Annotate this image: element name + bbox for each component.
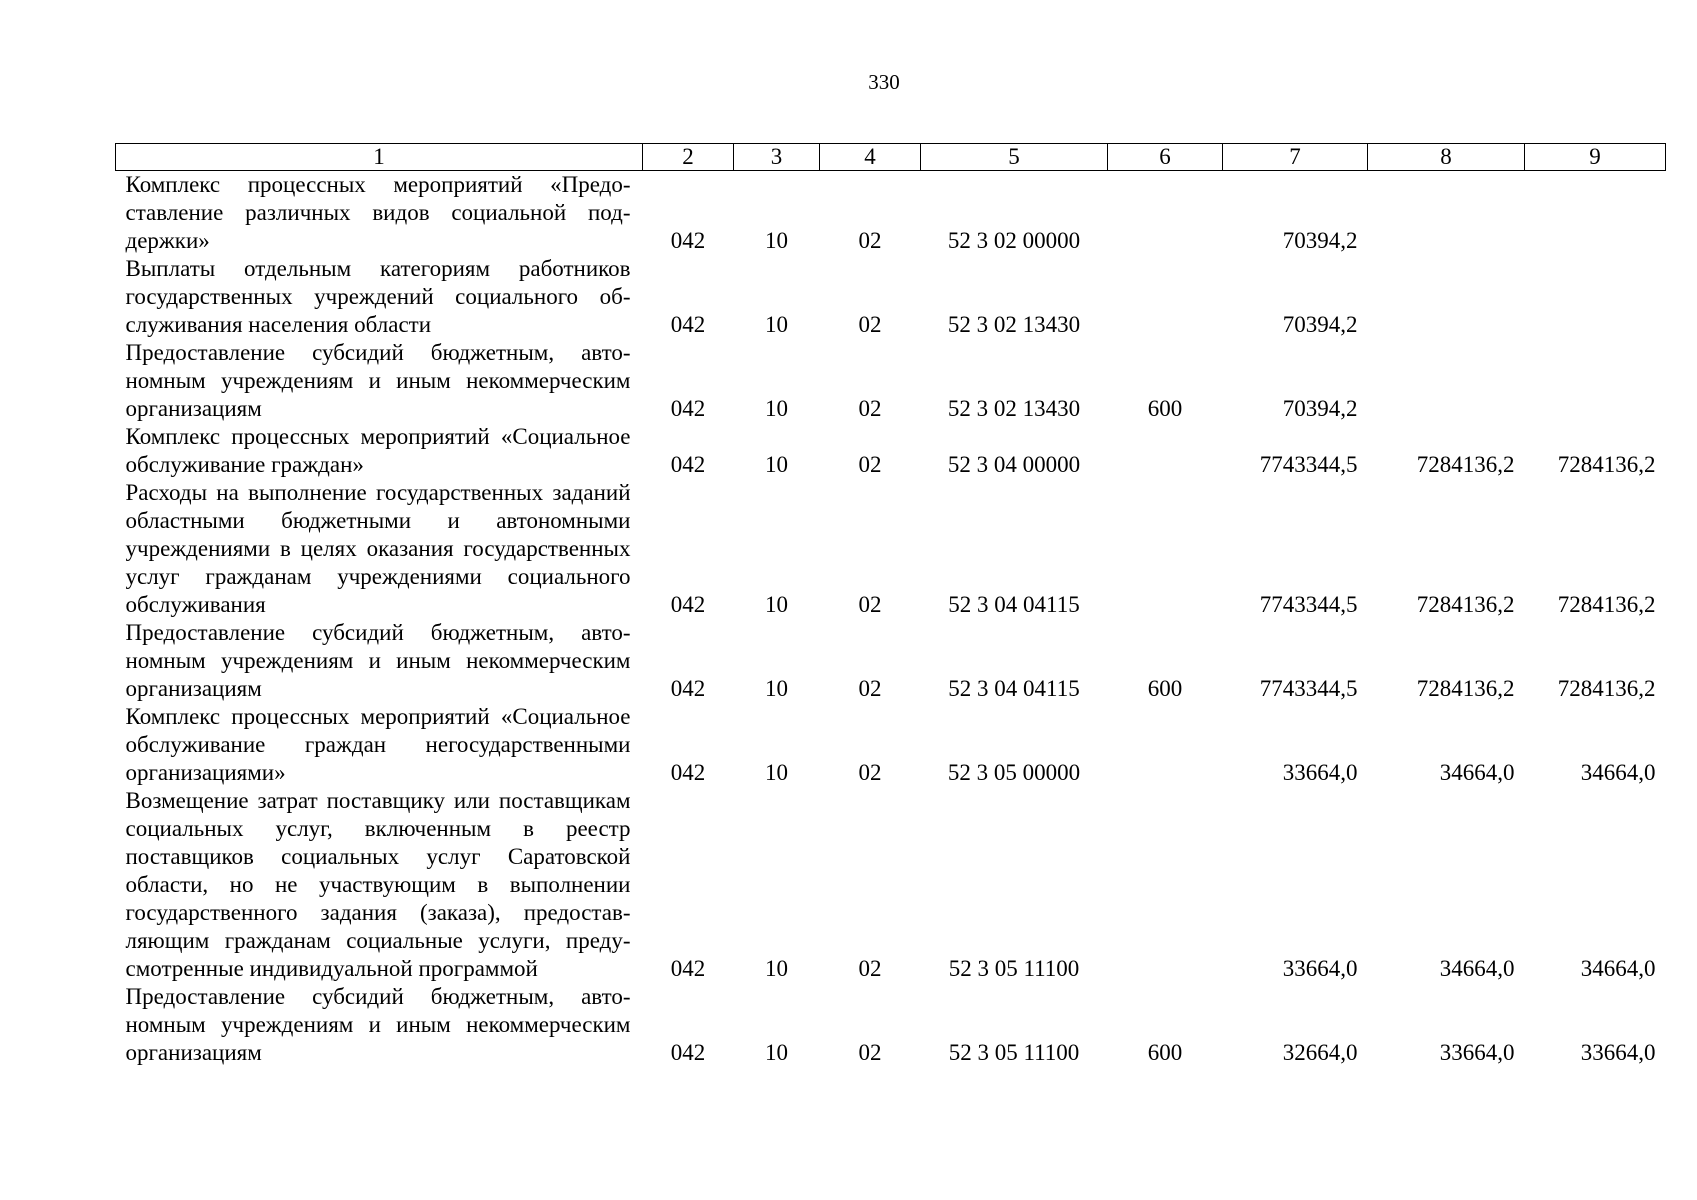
row-name: Выплаты отдельным категориям работников государственных учреждений социального обслуживания населения области — [125, 256, 631, 337]
column-header-6: 6 — [1108, 144, 1223, 171]
target-item-code: 52 3 02 13430 — [947, 312, 1081, 337]
target-item-code: 52 3 02 13430 — [947, 396, 1081, 421]
section-code: 10 — [765, 452, 788, 477]
table-row — [116, 339, 1666, 423]
ministry-code: 042 — [670, 592, 706, 617]
amount-col-9 — [1525, 255, 1666, 339]
column-header-2: 2 — [643, 144, 734, 171]
subsection-code: 02 — [858, 228, 882, 253]
row-name: Комплекс процессных мероприятий «Социальное обслуживание граждан» — [125, 424, 631, 477]
header-row — [116, 144, 1666, 171]
section-code: 10 — [765, 760, 788, 785]
amount-col-7: 7743344,5 — [1259, 592, 1358, 617]
row-name: Предоставление субсидий бюджетным, автономным учреждениям и иным некоммерческим организациям — [125, 340, 631, 421]
target-item-code: 52 3 04 04115 — [948, 592, 1080, 617]
subsection-code: 02 — [858, 452, 882, 477]
table-row — [116, 619, 1666, 703]
ministry-code: 042 — [670, 1040, 706, 1065]
ministry-code: 042 — [670, 956, 706, 981]
ministry-code: 042 — [670, 396, 706, 421]
expense-type-code — [1108, 703, 1223, 787]
row-name: Возмещение затрат поставщику или поставщикам социальных услуг, включенным в реестр поставщиков социальных услуг Саратовской области, но не участвующим в выполнении государственного задания (заказа), предоставляющим гражданам социальные услуги, предусмотренные индивидуальной программой — [125, 788, 631, 981]
amount-col-7: 33664,0 — [1282, 760, 1358, 785]
subsection-code: 02 — [858, 676, 882, 701]
subsection-code: 02 — [858, 396, 882, 421]
table-header — [116, 144, 1666, 171]
column-header-3: 3 — [734, 144, 820, 171]
section-code: 10 — [765, 312, 788, 337]
section-code: 10 — [765, 956, 788, 981]
table-row — [116, 423, 1666, 479]
amount-col-9: 34664,0 — [1580, 760, 1656, 785]
table-row — [116, 983, 1666, 1067]
ministry-code: 042 — [670, 760, 706, 785]
row-name: Предоставление субсидий бюджетным, автономным учреждениям и иным некоммерческим организациям — [125, 620, 631, 701]
amount-col-9: 34664,0 — [1580, 956, 1656, 981]
expense-type-code — [1108, 479, 1223, 619]
subsection-code: 02 — [858, 1040, 882, 1065]
amount-col-9: 7284136,2 — [1557, 452, 1656, 477]
ministry-code: 042 — [670, 312, 706, 337]
target-item-code: 52 3 04 04115 — [948, 676, 1080, 701]
table-row — [116, 703, 1666, 787]
amount-col-8: 7284136,2 — [1416, 592, 1515, 617]
amount-col-9 — [1525, 171, 1666, 256]
budget-table — [115, 143, 1666, 1067]
expense-type-code — [1108, 423, 1223, 479]
subsection-code: 02 — [858, 956, 882, 981]
amount-col-7: 33664,0 — [1282, 956, 1358, 981]
amount-col-9: 7284136,2 — [1557, 676, 1656, 701]
target-item-code: 52 3 02 00000 — [947, 228, 1081, 253]
amount-col-8: 33664,0 — [1439, 1040, 1515, 1065]
expense-type-code — [1108, 255, 1223, 339]
column-header-8: 8 — [1368, 144, 1525, 171]
table-row — [116, 787, 1666, 983]
column-header-7: 7 — [1223, 144, 1368, 171]
table-row — [116, 479, 1666, 619]
amount-col-7: 70394,2 — [1282, 312, 1358, 337]
row-name: Расходы на выполнение государственных заданий областными бюджетными и автономными учреждениями в целях оказания государственных услуг гражданам учреждениями социального обслуживания — [125, 480, 631, 617]
amount-col-7: 7743344,5 — [1259, 676, 1358, 701]
amount-col-8 — [1368, 255, 1525, 339]
row-name: Предоставление субсидий бюджетным, автономным учреждениям и иным некоммерческим организациям — [125, 984, 631, 1065]
page-number: 330 — [868, 70, 900, 94]
amount-col-7: 32664,0 — [1282, 1040, 1358, 1065]
column-header-1: 1 — [116, 144, 643, 171]
amount-col-8: 7284136,2 — [1416, 452, 1515, 477]
column-header-4: 4 — [820, 144, 921, 171]
subsection-code: 02 — [858, 760, 882, 785]
column-header-9: 9 — [1525, 144, 1666, 171]
section-code: 10 — [765, 228, 788, 253]
expense-type-code: 600 — [1147, 1040, 1183, 1065]
expense-type-code: 600 — [1147, 396, 1183, 421]
table-row — [116, 171, 1666, 256]
amount-col-8 — [1368, 339, 1525, 423]
section-code: 10 — [765, 1040, 788, 1065]
amount-col-9: 7284136,2 — [1557, 592, 1656, 617]
subsection-code: 02 — [858, 312, 882, 337]
section-code: 10 — [765, 592, 788, 617]
target-item-code: 52 3 05 00000 — [947, 760, 1081, 785]
expense-type-code — [1108, 787, 1223, 983]
expense-type-code — [1108, 171, 1223, 256]
amount-col-9: 33664,0 — [1580, 1040, 1656, 1065]
expense-type-code: 600 — [1147, 676, 1183, 701]
amount-col-7: 70394,2 — [1282, 396, 1358, 421]
row-name: Комплекс процессных мероприятий «Социальное обслуживание граждан негосударственными организациями» — [125, 704, 631, 785]
table-row — [116, 255, 1666, 339]
amount-col-8: 34664,0 — [1439, 956, 1515, 981]
amount-col-8 — [1368, 171, 1525, 256]
target-item-code: 52 3 04 00000 — [947, 452, 1081, 477]
amount-col-7: 7743344,5 — [1259, 452, 1358, 477]
amount-col-8: 34664,0 — [1439, 760, 1515, 785]
section-code: 10 — [765, 396, 788, 421]
ministry-code: 042 — [670, 228, 706, 253]
target-item-code: 52 3 05 11100 — [948, 956, 1080, 981]
table-body — [116, 171, 1666, 1068]
amount-col-8: 7284136,2 — [1416, 676, 1515, 701]
target-item-code: 52 3 05 11100 — [948, 1040, 1080, 1065]
subsection-code: 02 — [858, 592, 882, 617]
row-name: Комплекс процессных мероприятий «Предоставление различных видов социальной поддержки» — [125, 172, 631, 253]
ministry-code: 042 — [670, 676, 706, 701]
section-code: 10 — [765, 676, 788, 701]
column-header-5: 5 — [921, 144, 1108, 171]
amount-col-9 — [1525, 339, 1666, 423]
ministry-code: 042 — [670, 452, 706, 477]
amount-col-7: 70394,2 — [1282, 228, 1358, 253]
